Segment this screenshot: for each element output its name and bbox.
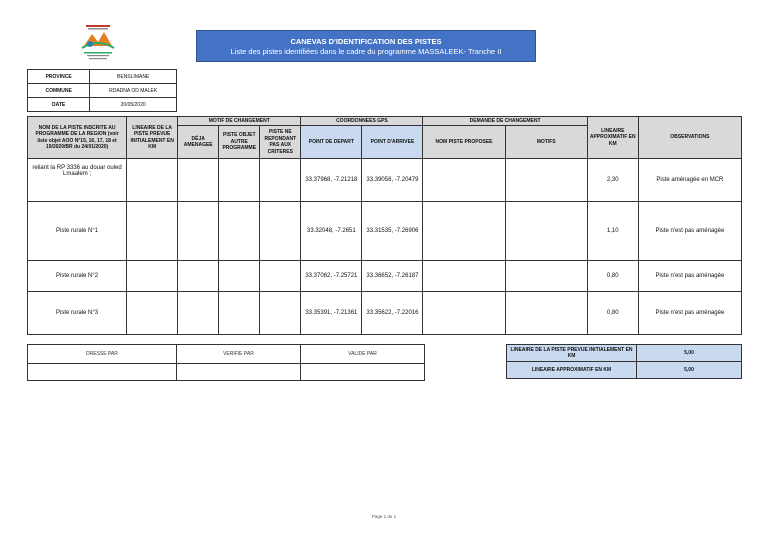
empty-cell bbox=[219, 292, 260, 335]
info-value: RDADNA OD MALEK bbox=[90, 84, 177, 98]
signature-field-row bbox=[28, 364, 425, 381]
piste-name: Piste rurale N°2 bbox=[28, 261, 127, 292]
total-value: 5,00 bbox=[637, 362, 742, 379]
lineaire-value: 0,80 bbox=[587, 261, 638, 292]
dresse-par-field bbox=[28, 364, 177, 381]
table-row bbox=[28, 292, 742, 335]
empty-cell bbox=[178, 261, 219, 292]
empty-cell bbox=[423, 261, 505, 292]
col-point-arrivee: POINT D'ARRIVEE bbox=[362, 126, 423, 159]
empty-cell bbox=[219, 159, 260, 202]
col-point-depart: POINT DE DEPART bbox=[301, 126, 362, 159]
point-arrivee: 33.39058, -7.20479 bbox=[362, 159, 423, 202]
col-objet-autre: PISTE OBJET AUTRE PROGRAMME bbox=[219, 126, 260, 159]
empty-cell bbox=[260, 261, 301, 292]
info-row bbox=[28, 70, 177, 84]
col-ne-repondant: PISTE NE REPONDANT PAS AUX CRITERES bbox=[260, 126, 301, 159]
info-table bbox=[27, 69, 177, 112]
table-row bbox=[28, 159, 742, 202]
piste-name: reliant la RP 3336 au douar ouled Lmaalem ; bbox=[28, 159, 127, 202]
info-value: BENSLIMANE bbox=[90, 70, 177, 84]
info-value: 20/05/2020 bbox=[90, 98, 177, 112]
empty-cell bbox=[219, 261, 260, 292]
verifie-par-field bbox=[176, 364, 300, 381]
col-motifs: MOTIFS bbox=[505, 126, 587, 159]
info-row bbox=[28, 98, 177, 112]
table-row bbox=[28, 261, 742, 292]
table-row bbox=[28, 202, 742, 261]
info-label: COMMUNE bbox=[28, 84, 90, 98]
observation: Piste aménagée en MCR bbox=[638, 159, 741, 202]
col-group-demande: DEMANDE DE CHANGEMENT bbox=[423, 117, 587, 126]
total-label: LINEAIRE DE LA PISTE PREVUE INITIALEMENT EN KM bbox=[507, 345, 637, 362]
col-nom-proposee: NOM PISTE PROPOSEE bbox=[423, 126, 505, 159]
valide-par-field bbox=[300, 364, 424, 381]
empty-cell bbox=[423, 292, 505, 335]
piste-name: Piste rurale N°1 bbox=[28, 202, 127, 261]
empty-cell bbox=[178, 202, 219, 261]
empty-cell bbox=[505, 261, 587, 292]
col-lineaire-approx: LINEAIRE APPROXIMATIF EN KM bbox=[587, 117, 638, 159]
empty-cell bbox=[127, 159, 178, 202]
empty-cell bbox=[127, 202, 178, 261]
col-group-gps: COORDONNEES GPS bbox=[301, 117, 423, 126]
empty-cell bbox=[127, 292, 178, 335]
point-arrivee: 33.31535, -7.26906 bbox=[362, 202, 423, 261]
point-depart: 33.35391, -7.21361 bbox=[301, 292, 362, 335]
empty-cell bbox=[423, 159, 505, 202]
document-title bbox=[196, 30, 536, 62]
valide-par-label: VALIDE PAR bbox=[300, 345, 424, 364]
empty-cell bbox=[219, 202, 260, 261]
point-depart: 33.37062, -7.25721 bbox=[301, 261, 362, 292]
col-nom-piste: NOM DE LA PISTE INSCRITE AU PROGRAMME DE LA REGION (voir liste objet AOO N°15, 16, 17, 18 et 19/2020/BR du 24/01/2020) bbox=[28, 117, 127, 159]
piste-name: Piste rurale N°3 bbox=[28, 292, 127, 335]
empty-cell bbox=[260, 202, 301, 261]
empty-cell bbox=[127, 261, 178, 292]
lineaire-value: 0,80 bbox=[587, 292, 638, 335]
observation: Piste n'est pas aménagée bbox=[638, 261, 741, 292]
verifie-par-label: VERIFIE PAR bbox=[176, 345, 300, 364]
empty-cell bbox=[505, 292, 587, 335]
info-row bbox=[28, 84, 177, 98]
empty-cell bbox=[178, 292, 219, 335]
total-row bbox=[507, 362, 742, 379]
info-label: PROVINCE bbox=[28, 70, 90, 84]
empty-cell bbox=[260, 292, 301, 335]
totals-table bbox=[506, 344, 742, 379]
pistes-table bbox=[27, 116, 742, 335]
title-line-1: CANEVAS D'IDENTIFICATION DES PISTES bbox=[290, 37, 442, 46]
info-label: DATE bbox=[28, 98, 90, 112]
total-value: 5,00 bbox=[637, 345, 742, 362]
signature-table bbox=[27, 344, 425, 381]
col-lineaire-prevue: LINEAIRE DE LA PISTE PREVUE INITIALEMENT EN KM bbox=[127, 117, 178, 159]
col-deja-amenagee: DÉJA AMENAGEE bbox=[178, 126, 219, 159]
lineaire-value: 1,10 bbox=[587, 202, 638, 261]
table-header-row bbox=[28, 117, 742, 126]
page-number: Page 1 de 1 bbox=[371, 514, 397, 519]
lineaire-value: 2,30 bbox=[587, 159, 638, 202]
point-arrivee: 33.35622, -7.22016 bbox=[362, 292, 423, 335]
dresse-par-label: DRESSE PAR bbox=[28, 345, 177, 364]
observation: Piste n'est pas aménagée bbox=[638, 202, 741, 261]
col-observations: OBSERVATIONS bbox=[638, 117, 741, 159]
point-depart: 33.32048, -7.2651 bbox=[301, 202, 362, 261]
signature-header-row bbox=[28, 345, 425, 364]
empty-cell bbox=[178, 159, 219, 202]
point-depart: 33.37968, -7.21218 bbox=[301, 159, 362, 202]
point-arrivee: 33.36652, -7.26187 bbox=[362, 261, 423, 292]
total-row bbox=[507, 345, 742, 362]
title-line-2: Liste des pistes identifiées dans le cadre du programme MASSALEEK- Tranche II bbox=[230, 47, 502, 56]
empty-cell bbox=[423, 202, 505, 261]
empty-cell bbox=[505, 202, 587, 261]
observation: Piste n'est pas aménagée bbox=[638, 292, 741, 335]
col-group-motif: MOTIF DE CHANGEMENT bbox=[178, 117, 301, 126]
empty-cell bbox=[505, 159, 587, 202]
empty-cell bbox=[260, 159, 301, 202]
agency-logo bbox=[74, 24, 122, 64]
total-label: LINEAIRE APPROXIMATIF EN KM bbox=[507, 362, 637, 379]
